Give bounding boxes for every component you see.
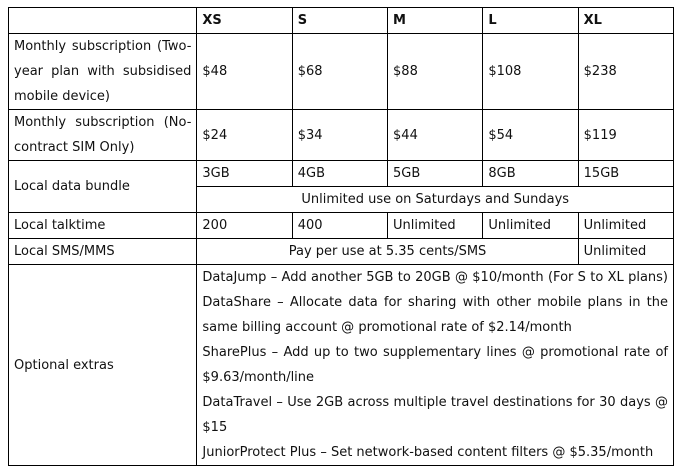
extra-item-datashare: DataShare – Allocate data for sharing with other mobile plans in the same billing account @ promotional rate of $2.14/month [202, 295, 668, 335]
cell-monthly-sim-s: $34 [292, 110, 387, 161]
row-label-talktime: Local talktime [9, 213, 197, 239]
cell-data-bundle-xl: 15GB [578, 161, 673, 187]
table-row [9, 161, 674, 187]
cell-talktime-m: Unlimited [388, 213, 483, 239]
cell-sms-pay-per-use: Pay per use at 5.35 cents/SMS [197, 239, 578, 265]
table-row [9, 110, 674, 161]
cell-talktime-xl: Unlimited [578, 213, 673, 239]
cell-monthly-contract-s: $68 [292, 34, 387, 110]
extra-item-shareplus: SharePlus – Add up to two supplementary lines @ promotional rate of $9.63/month/line [202, 345, 668, 385]
cell-data-bundle-m: 5GB [388, 161, 483, 187]
cell-monthly-contract-l: $108 [483, 34, 578, 110]
cell-monthly-sim-l: $54 [483, 110, 578, 161]
table-row [9, 239, 674, 265]
row-label-sms: Local SMS/MMS [9, 239, 197, 265]
extra-item-datajump: DataJump – Add another 5GB to 20GB @ $10/month (For S to XL plans) [202, 270, 668, 285]
cell-data-bundle-xs: 3GB [197, 161, 292, 187]
table-row [9, 265, 674, 466]
row-label-data-bundle: Local data bundle [9, 161, 197, 213]
header-cell-s: S [292, 8, 387, 34]
cell-monthly-sim-xl: $119 [578, 110, 673, 161]
extra-item-juniorprotect: JuniorProtect Plus – Set network-based content filters @ $5.35/month [202, 445, 654, 460]
cell-extras-list [197, 265, 674, 466]
cell-data-bundle-weekend-note: Unlimited use on Saturdays and Sundays [197, 187, 674, 213]
plan-comparison-table [8, 7, 674, 466]
header-cell-xl: XL [578, 8, 673, 34]
header-row [9, 8, 674, 34]
cell-data-bundle-l: 8GB [483, 161, 578, 187]
row-label-extras: Optional extras [9, 265, 197, 466]
cell-monthly-sim-xs: $24 [197, 110, 292, 161]
cell-monthly-contract-xl: $238 [578, 34, 673, 110]
header-cell-xs: XS [197, 8, 292, 34]
table-row [9, 34, 674, 110]
cell-talktime-s: 400 [292, 213, 387, 239]
cell-sms-xl: Unlimited [578, 239, 673, 265]
header-cell-blank [9, 8, 197, 34]
cell-talktime-l: Unlimited [483, 213, 578, 239]
header-cell-l: L [483, 8, 578, 34]
row-label-monthly-contract: Monthly subscription (Two-year plan with subsidised mobile device) [9, 34, 197, 110]
row-label-monthly-sim: Monthly subscription (No-contract SIM Only) [9, 110, 197, 161]
cell-monthly-contract-xs: $48 [197, 34, 292, 110]
cell-data-bundle-s: 4GB [292, 161, 387, 187]
extra-item-datatravel: DataTravel – Use 2GB across multiple travel destinations for 30 days @ $15 [202, 395, 668, 435]
header-cell-m: M [388, 8, 483, 34]
cell-talktime-xs: 200 [197, 213, 292, 239]
cell-monthly-contract-m: $88 [388, 34, 483, 110]
cell-monthly-sim-m: $44 [388, 110, 483, 161]
table-row [9, 213, 674, 239]
